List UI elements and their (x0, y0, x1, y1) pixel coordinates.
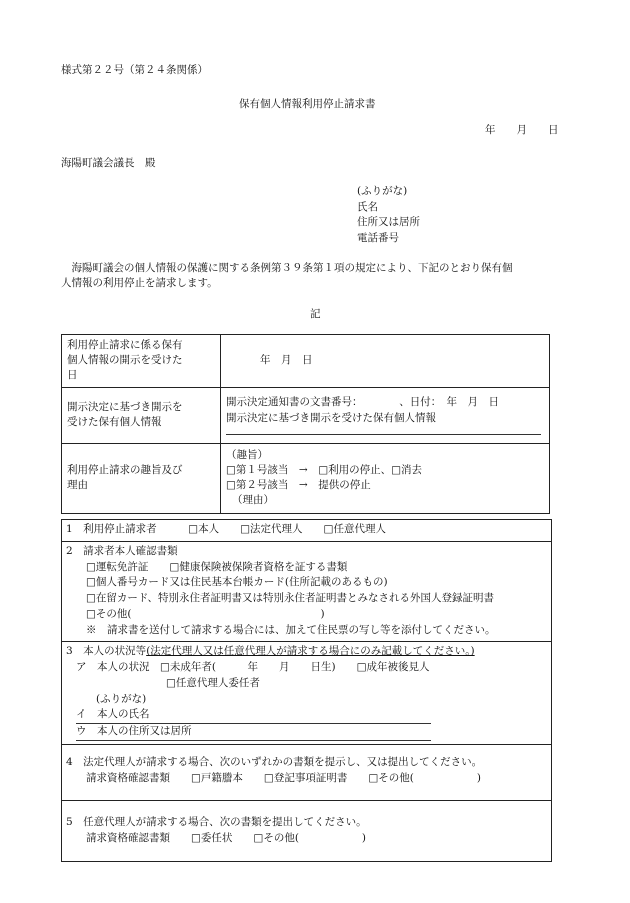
section-4-legal-rep-docs: 4 法定代理人が請求する場合、次のいずれかの書類を提示し、又は提出してください。 請求資格確認書類 □戸籍謄本 □登記事項証明書 □その他( ) (62, 745, 551, 802)
applicant-furigana: (ふりがな) (357, 185, 408, 197)
applicant-address-label: 住所又は居所 (357, 216, 420, 228)
ki-heading: 記 (310, 308, 321, 320)
addressee: 海陽町議会議長 殿 (61, 157, 156, 169)
id-doc-note: ※ 請求書を送付して請求する場合には、加えて住民票の写し等を添付してください。 (86, 623, 496, 636)
purpose-reason-value[interactable]: （趣旨） □第１号該当 → □利用の停止、□消去 □第２号該当 → 提供の停止 （理由） (221, 443, 550, 513)
id-doc-option-2[interactable]: □個人番号カード又は住民基本台帳カード(住所記載のあるもの) (86, 576, 388, 589)
disclosed-info-label: 開示決定に基づき開示を 受けた保有個人情報 (62, 387, 221, 443)
principal-delegator-option[interactable]: □任意代理人委任者 (166, 676, 260, 689)
form-number: 様式第２２号（第２４条関係） (61, 64, 208, 76)
principal-name-field[interactable]: イ 本人の氏名 (66, 707, 547, 724)
purpose-reason-label: 利用停止請求の趣旨及び 理由 (62, 443, 221, 513)
applicant-name-label: 氏名 (357, 201, 378, 213)
voluntary-rep-docs-options[interactable]: 請求資格確認書類 □委任状 □その他( ) (86, 832, 367, 844)
section-3-principal-status: 3 本人の状況等(法定代理人又は任意代理人が請求する場合にのみ記載してください。) ア 本人の状況 □未成年者( 年 月 日生) □成年被後見人 □任意代理人委任者 (ふりがな) イ 本人の氏名 ウ 本人の住所又は居所 (62, 642, 551, 745)
id-doc-option-1[interactable]: □運転免許証 □健康保険被保険者資格を証する書類 (86, 560, 348, 573)
page-title: 保有個人情報利用停止請求書 (239, 98, 376, 110)
principal-address-field[interactable]: ウ 本人の住所又は居所 (66, 724, 547, 741)
disclosed-info-input-line[interactable] (226, 426, 541, 435)
requester-section-box (61, 519, 552, 862)
disclosure-date-value[interactable]: 年 月 日 (221, 335, 550, 388)
applicant-phone-label: 電話番号 (357, 232, 399, 244)
id-doc-option-4[interactable]: □その他( ) (86, 607, 325, 620)
id-doc-option-3[interactable]: □在留カード、特別永住者証明書又は特別永住者証明書とみなされる外国人登録証明書 (86, 592, 494, 604)
date-line: 年 月 日 (485, 124, 559, 136)
intro-line-2: 人情報の利用停止を請求します。 (61, 277, 218, 289)
disclosed-info-value[interactable]: 開示決定通知書の文書番号： 、日付： 年 月 日 開示決定に基づき開示を受けた保有個人情報 (221, 387, 550, 443)
section-1-requester[interactable]: 1 利用停止請求者 □本人 □法定代理人 □任意代理人 (62, 520, 551, 542)
intro-line-1: 海陽町議会の個人情報の保護に関する条例第３９条第１項の規定により、下記のとおり保有個 (61, 262, 513, 274)
disclosure-date-label: 利用停止請求に係る保有 個人情報の開示を受けた 日 (62, 335, 221, 388)
principal-status-line[interactable]: ア 本人の状況 □未成年者( 年 月 日生) □成年被後見人 (76, 661, 430, 673)
section-5-voluntary-rep-docs: 5 任意代理人が請求する場合、次の書類を提出してください。 請求資格確認書類 □委任状 □その他( ) (62, 801, 551, 862)
legal-rep-docs-options[interactable]: 請求資格確認書類 □戸籍謄本 □登記事項証明書 □その他( ) (86, 771, 481, 784)
section-2-id-documents: 2 請求者本人確認書類 □運転免許証 □健康保険被保険者資格を証する書類 □個人番号カード又は住民基本台帳カード(住所記載のあるもの) □在留カード、特別永住者証明書又は特別永住者証明書とみなされる外国人登録証明書 □その他( ) ※ 請求書を送付して請求する場合には、加えて住民票の写し等を添付してください。 (62, 542, 551, 643)
request-details-table (61, 334, 550, 514)
